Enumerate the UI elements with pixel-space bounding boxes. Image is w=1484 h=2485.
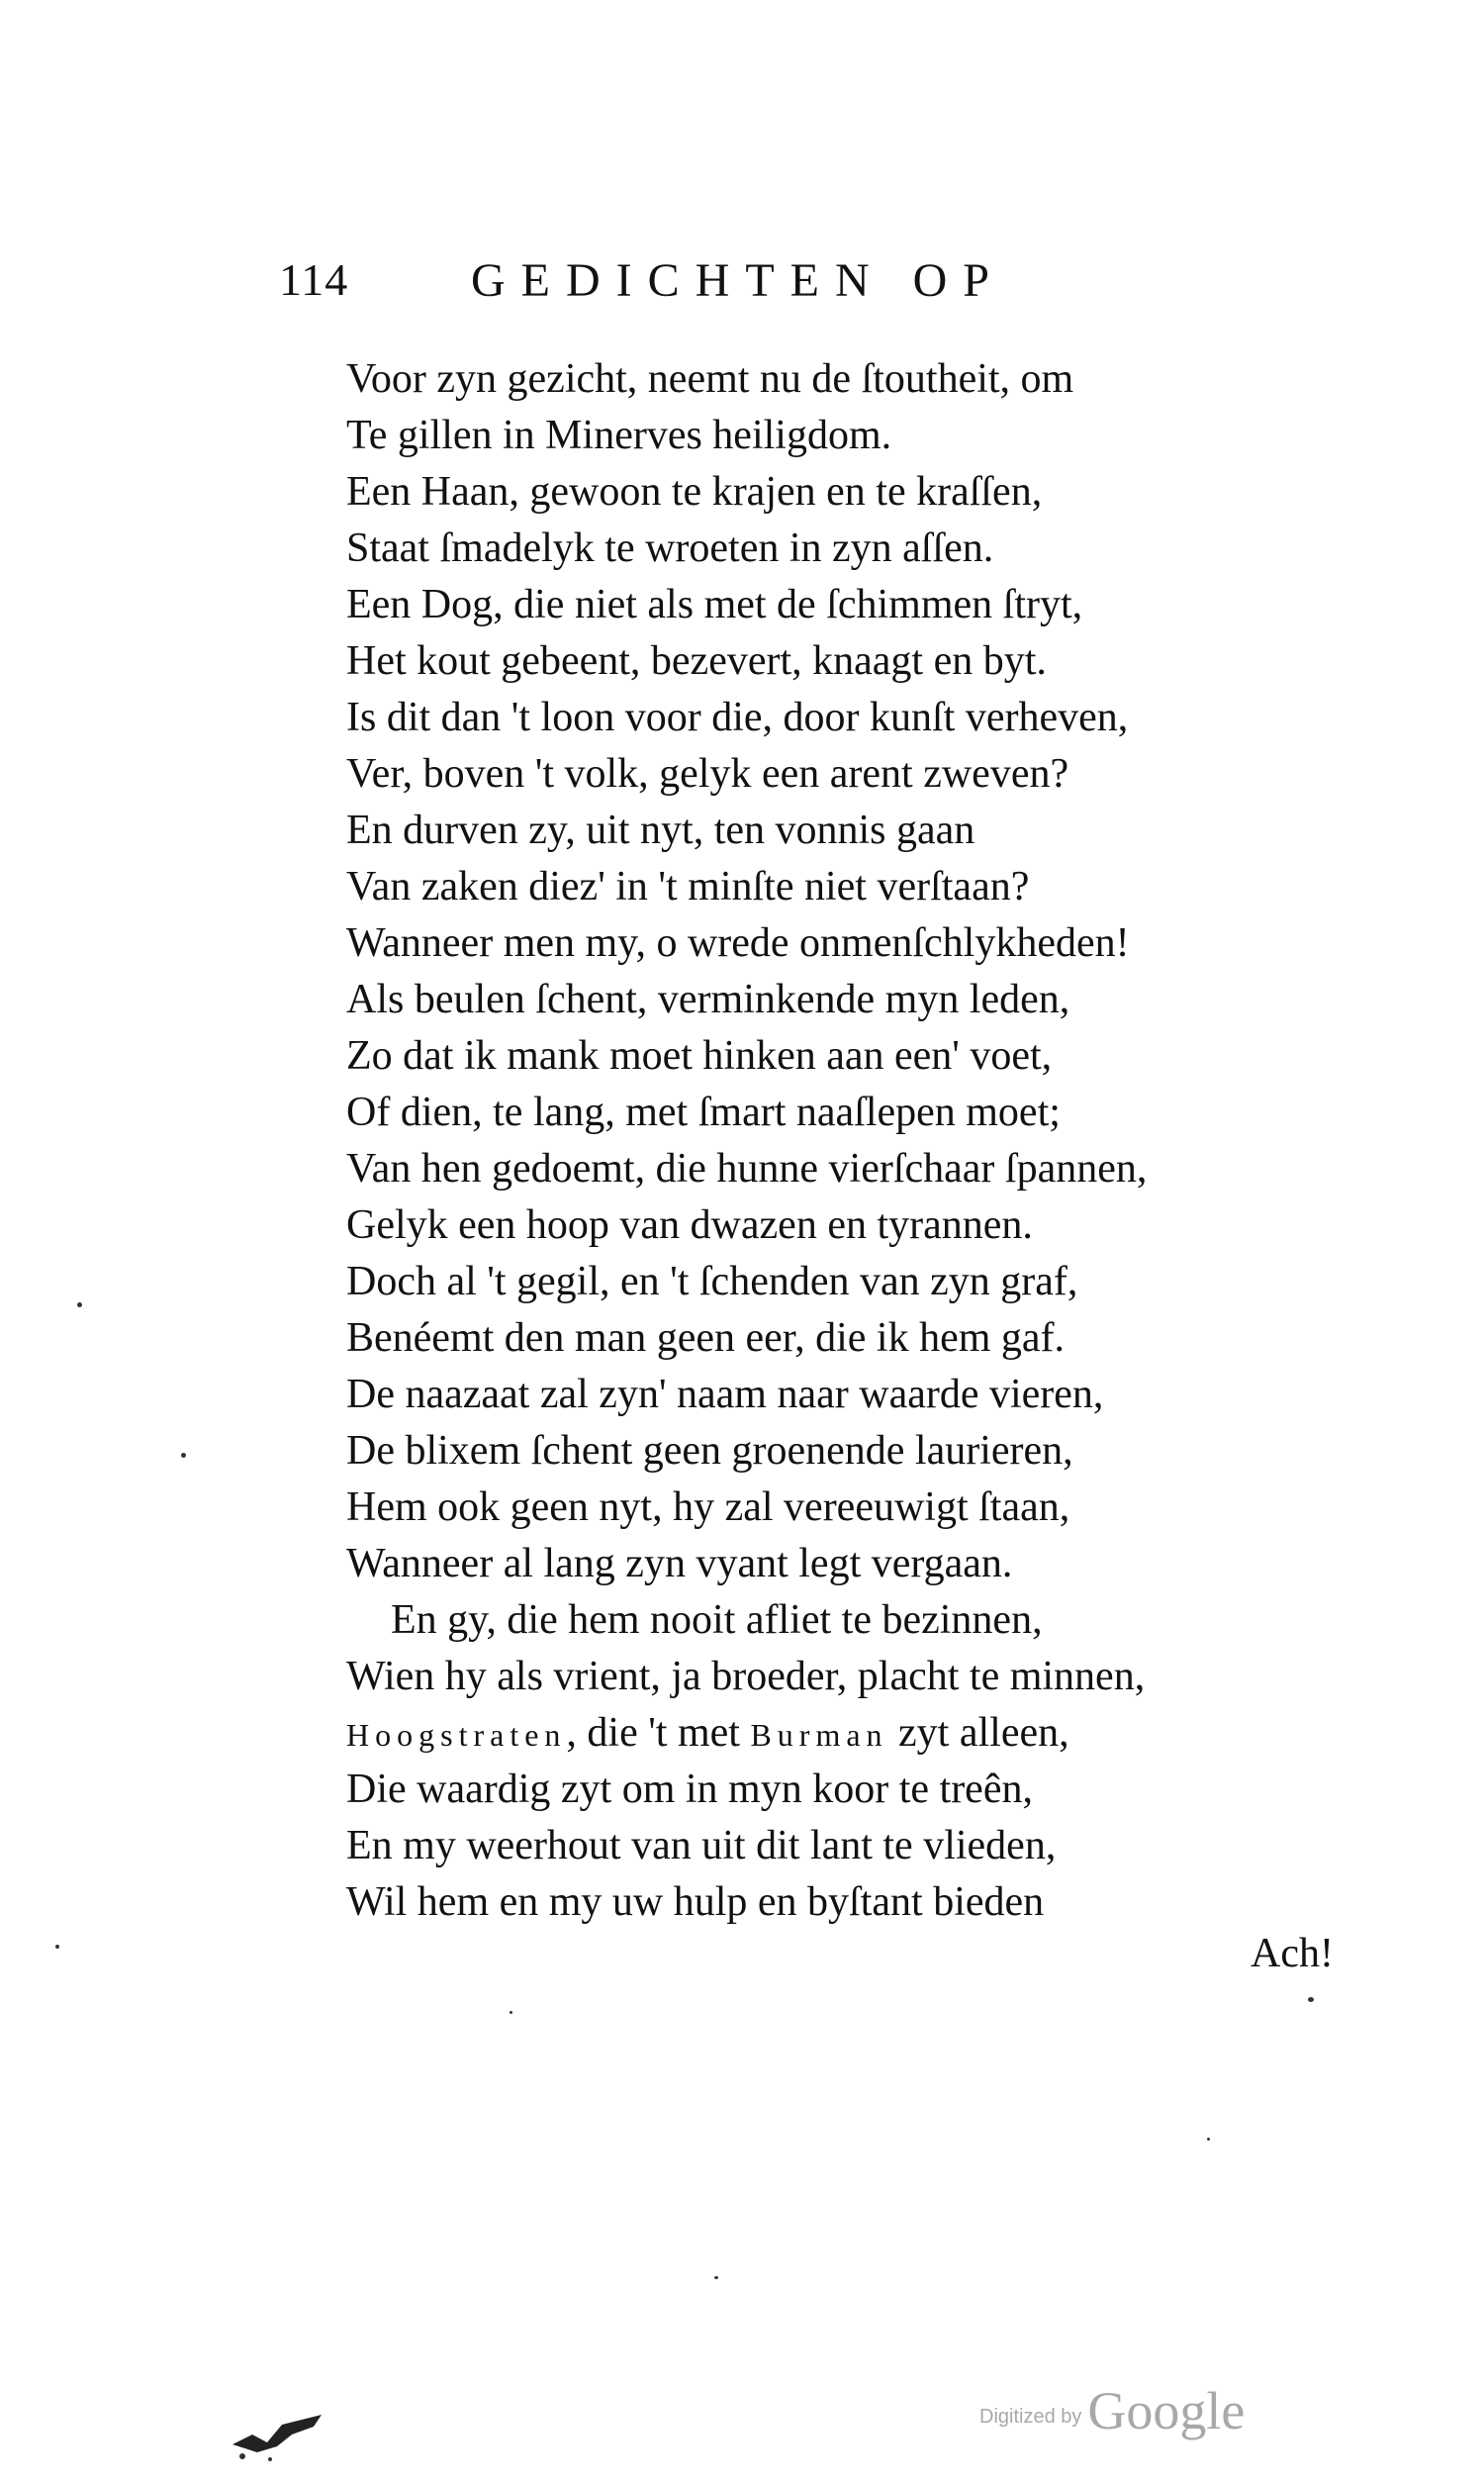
- ink-speck: [510, 2011, 512, 2014]
- catchword: Ach!: [1251, 1931, 1334, 1976]
- poem-line: Wanneer al lang zyn vyant legt vergaan.: [346, 1541, 1013, 1586]
- poem-line: Of dien, te lang, met ſmart naaſlepen moet;: [346, 1090, 1061, 1135]
- ink-smudge: [223, 2405, 351, 2464]
- poem-line: De blixem ſchent geen groenende laurieren,: [346, 1428, 1073, 1474]
- poem-line: Hem ook geen nyt, hy zal vereeuwigt ſtaan,: [346, 1484, 1070, 1530]
- running-head: GEDICHTEN OP: [471, 254, 1005, 307]
- poem-line: Van zaken diez' in 't minſte niet verſtaan?: [346, 864, 1030, 909]
- poem-line: Als beulen ſchent, verminkende myn leden,: [346, 977, 1070, 1022]
- poem-line: Gelyk een hoop van dwazen en tyrannen.: [346, 1202, 1033, 1248]
- ink-speck: [714, 2276, 718, 2279]
- ink-speck: [1207, 2138, 1210, 2141]
- poem-line: Benéemt den man geen eer, die ik hem gaf.: [346, 1315, 1066, 1361]
- poem-line: Te gillen in Minerves heiligdom.: [346, 413, 892, 458]
- poem-line: Wanneer men my, o wrede onmenſchlykheden!: [346, 920, 1130, 966]
- watermark-brand: Google: [1087, 2381, 1246, 2440]
- poem-line: Voor zyn gezicht, neemt nu de ſtoutheit, om: [346, 356, 1074, 402]
- poem-line-with-names: [346, 1705, 1336, 1762]
- poem-line: Ver, boven 't volk, gelyk een arent zweven?: [346, 751, 1069, 797]
- poem-line: En durven zy, uit nyt, ten vonnis gaan: [346, 808, 975, 853]
- stanza-opening-line: En gy, die hem nooit afliet te bezinnen,: [391, 1597, 1043, 1643]
- poem-line: De naazaat zal zyn' naam naar waarde vieren,: [346, 1372, 1104, 1417]
- poem-line: Een Haan, gewoon te krajen en te kraſſen,: [346, 469, 1043, 515]
- poem-line: Wien hy als vrient, ja broeder, placht te minnen,: [346, 1654, 1146, 1699]
- page-number: 114: [279, 254, 349, 305]
- name-hoogstraten: Hoogstraten: [346, 1717, 567, 1753]
- poem-line: Is dit dan 't loon voor die, door kunſt verheven,: [346, 695, 1129, 740]
- ink-speck: [181, 1453, 186, 1458]
- poem-line: Die waardig zyt om in myn koor te treên,: [346, 1767, 1033, 1812]
- name-burman: Burman: [750, 1717, 888, 1753]
- digitized-watermark: [979, 2380, 1245, 2441]
- poem-line: Een Dog, die niet als met de ſchimmen ſtryt,: [346, 582, 1083, 627]
- watermark-prefix: Digitized by: [979, 2406, 1082, 2428]
- ink-speck: [1308, 1997, 1314, 2002]
- poem-line: En my weerhout van uit dit lant te vlieden,: [346, 1823, 1057, 1868]
- ink-speck: [55, 1945, 59, 1949]
- ink-speck: [77, 1302, 82, 1307]
- name-connector: , die 't met: [566, 1710, 751, 1756]
- poem-line: Staat ſmadelyk te wroeten in zyn aſſen.: [346, 526, 994, 571]
- poem-line: Zo dat ik mank moet hinken aan een' voet,: [346, 1033, 1053, 1079]
- poem-line: Doch al 't gegil, en 't ſchenden van zyn graf,: [346, 1259, 1078, 1304]
- poem-line: Het kout gebeent, bezevert, knaagt en byt.: [346, 638, 1047, 684]
- poem-line: Van hen gedoemt, die hunne vierſchaar ſpannen,: [346, 1146, 1148, 1192]
- line-ending: zyt alleen,: [887, 1710, 1069, 1756]
- poem-line: Wil hem en my uw hulp en byſtant bieden: [346, 1879, 1045, 1925]
- poem-text: [346, 351, 1336, 1931]
